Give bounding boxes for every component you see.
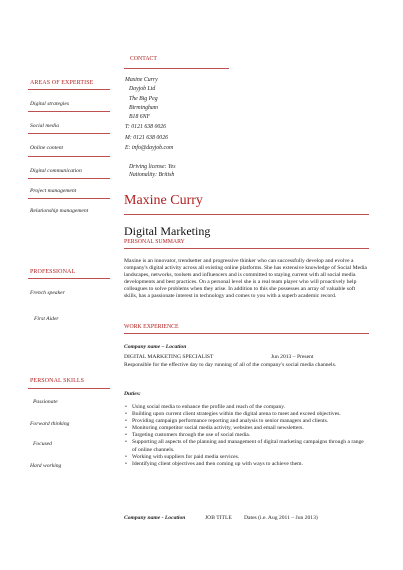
name-divider xyxy=(124,214,369,215)
expertise-divider xyxy=(28,178,110,179)
contact-address2: Birmingham xyxy=(129,105,158,111)
expertise-item: Project management xyxy=(30,188,77,194)
skills-item: Passionate xyxy=(33,399,58,405)
job1-description: Responsible for the effective day to day running of all of the company's social media channels. xyxy=(124,362,337,368)
skills-heading: PERSONAL SKILLS xyxy=(30,378,85,384)
contact-name: Maxine Curry xyxy=(125,77,158,83)
list-item: • Building upon current client strategies within the digital arena to meet and exceed objectives. xyxy=(124,411,369,418)
job1-company: Company name – Location xyxy=(124,344,187,350)
list-item: • Targeting customers through the use of social media. xyxy=(124,432,369,439)
professional-heading: PROFESSIONAL xyxy=(30,269,76,275)
contact-address1: The Big Peg xyxy=(129,96,158,102)
personal-summary: Maxine is an innovator, trendsetter and progressive thinker who can successfully develop and evolve a company's digital activity across all existing online platforms. She has extensive knowledge of Social Media landscapes, networks, toolsets and influencers and is committed to staying current with all social media developments and best practices. On a personal level she is a real team player who will proactively help colleagues to solve problems when they arise. In addition to this she possesses an array of valuable soft skills, has a passionate interest in technology and comes to you with a superb academic record. xyxy=(124,258,367,299)
job2-dates: Dates (i.e. Aug 2011 – Jun 2013) xyxy=(244,515,318,521)
skills-divider xyxy=(28,388,110,389)
list-item: • Using social media to enhance the profile and reach of the company. xyxy=(124,404,369,411)
skills-item: Forward thinking xyxy=(30,421,70,427)
job2-company: Company name - Location xyxy=(124,515,186,521)
contact-divider xyxy=(124,68,229,69)
job2-role: JOB TITLE xyxy=(205,515,232,521)
contact-telephone: T: 0121 638 0026 xyxy=(125,124,167,130)
duties-label: Duties: xyxy=(124,391,141,397)
expertise-item: Digital communication xyxy=(30,168,82,174)
list-item: • Monitoring competitor social media activity, websites and email newsletters. xyxy=(124,425,369,432)
summary-heading: PERSONAL SUMMARY xyxy=(124,239,185,245)
candidate-name: Maxine Curry xyxy=(124,193,203,208)
expertise-item: Digital strategies xyxy=(30,101,70,107)
list-item: • Working with suppliers for paid media services. xyxy=(124,454,369,461)
work-divider xyxy=(124,333,369,334)
contact-postcode: B18 6NF xyxy=(129,114,151,120)
contact-mobile: M: 0121 638 0026 xyxy=(125,135,168,141)
summary-divider xyxy=(124,248,369,249)
work-heading: WORK EXPERIENCE xyxy=(124,324,179,330)
professional-divider xyxy=(28,278,110,279)
expertise-divider xyxy=(28,198,110,199)
expertise-divider xyxy=(28,111,110,112)
job1-role: DIGITAL MARKETING SPECIALIST xyxy=(124,354,214,360)
expertise-divider xyxy=(28,89,110,90)
job1-dates: Jun 2013 – Present xyxy=(271,354,314,360)
expertise-divider xyxy=(28,156,110,157)
list-item: • Providing campaign performance reporting and analysis to senior managers and clients. xyxy=(124,418,369,425)
professional-item: First Aider xyxy=(34,316,59,322)
professional-item: French speaker xyxy=(30,290,65,296)
list-item: • Supporting all aspects of the planning and management of digital marketing campaigns through a range of online channels. xyxy=(124,439,369,453)
job-title: Digital Marketing xyxy=(124,224,211,238)
expertise-divider xyxy=(28,133,110,134)
skills-item: Focused xyxy=(33,441,52,447)
duties-list xyxy=(124,404,369,468)
expertise-item: Social media xyxy=(30,123,60,129)
expertise-heading: AREAS OF EXPERTISE xyxy=(30,80,94,86)
expertise-item: Relationship management xyxy=(30,208,89,214)
contact-nationality: Nationality: British xyxy=(129,172,175,178)
contact-heading: CONTACT xyxy=(130,56,157,62)
list-item: • Identifying client objectives and then coming up with ways to achieve them. xyxy=(124,461,369,468)
contact-driving: Driving license: Yes xyxy=(129,164,176,170)
skills-item: Hard working xyxy=(30,463,62,469)
expertise-item: Online content xyxy=(30,145,64,151)
contact-company: Dayjob Ltd xyxy=(129,86,156,92)
contact-email[interactable]: E: info@dayjob.com xyxy=(125,145,174,151)
